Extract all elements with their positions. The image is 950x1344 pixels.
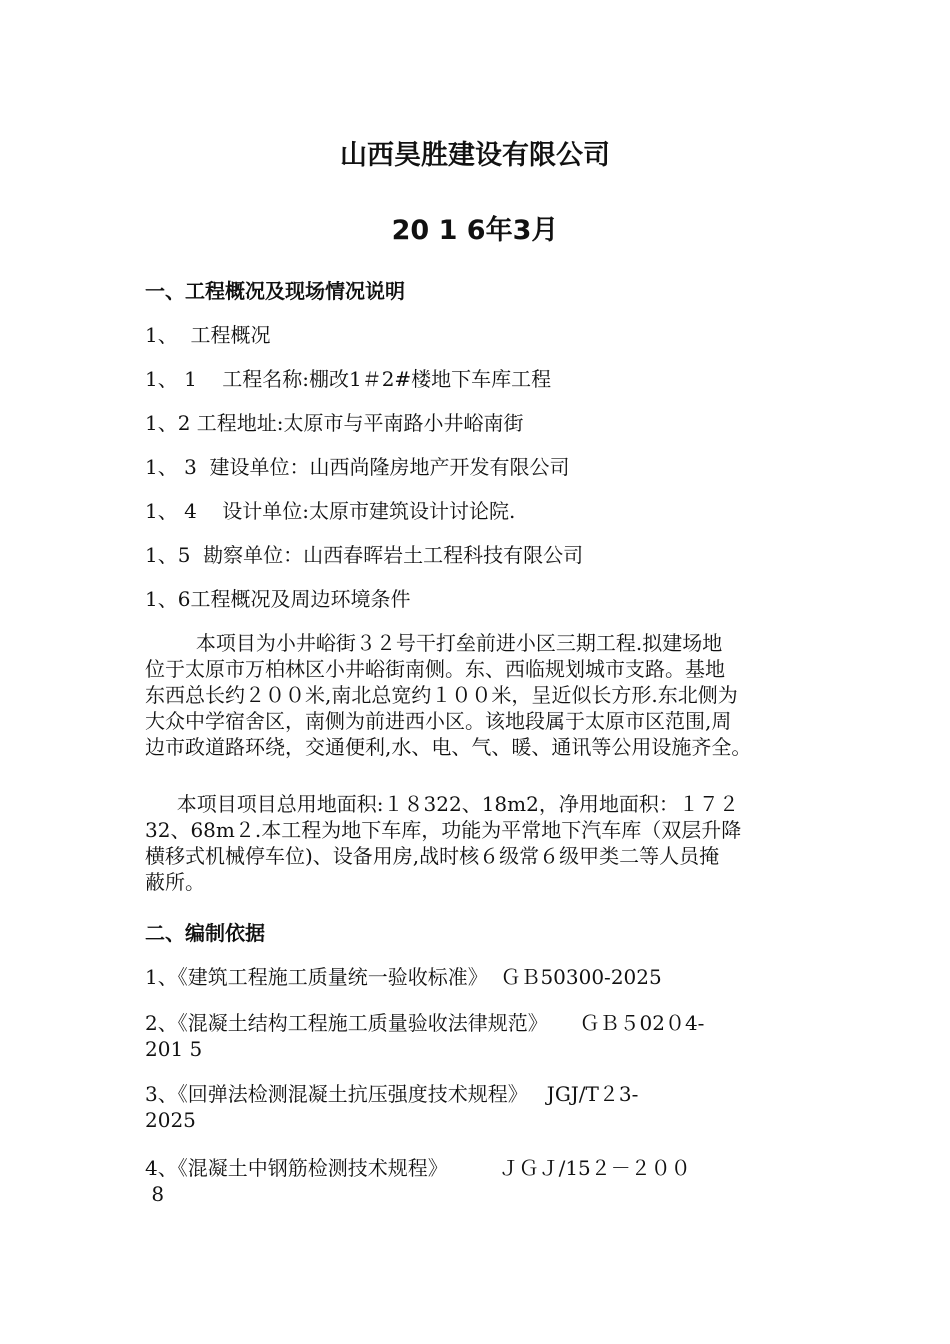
project-description-paragraph (145, 630, 835, 760)
survey-unit-item: 1、5 勘察单位：山西春晖岩土工程科技有限公司 (145, 543, 584, 567)
reference-line: 201 5 (145, 1037, 203, 1061)
paragraph-line: 本项目项目总用地面积:１８322、18m2，净用地面积：１７２ (145, 792, 739, 816)
project-name-item: 1、 1 工程名称:棚改1＃2#楼地下车库工程 (145, 367, 552, 391)
paragraph-line: 32、68m２.本工程为地下车库，功能为平常地下汽车库（双层升降 (145, 818, 742, 842)
document-date: 20 1 6年3月 (391, 215, 559, 246)
reference-line: 4、《混凝土中钢筋检测技术规程》 ＪＧＪ/15２－２００ (145, 1156, 691, 1180)
reference-line: 2、《混凝土结构工程施工质量验收法律规范》 ＧＢ５02０4- (145, 1011, 705, 1035)
section-2-heading: 二、编制依据 (145, 921, 265, 945)
project-overview-heading: 1、 工程概况 (145, 323, 271, 347)
reference-line: 2025 (145, 1108, 196, 1132)
paragraph-line: 蔽所。 (145, 870, 205, 894)
design-unit-item: 1、 4 设计单位:太原市建筑设计讨论院. (145, 499, 516, 523)
environment-conditions-item: 1、6工程概况及周边环境条件 (145, 587, 411, 611)
paragraph-line: 东西总长约２００米,南北总宽约１００米，呈近似长方形.东北侧为 (145, 683, 738, 707)
paragraph-line: 位于太原市万柏林区小井峪街南侧。东、西临规划城市支路。基地 (145, 657, 725, 681)
reference-item (145, 1081, 835, 1133)
company-title: 山西昊胜建设有限公司 (340, 140, 610, 171)
project-address-item: 1、2 工程地址:太原市与平南路小井峪南街 (145, 411, 524, 435)
construction-unit-item: 1、 3 建设单位：山西尚隆房地产开发有限公司 (145, 455, 570, 479)
reference-item: 1、《建筑工程施工质量统一验收标准》 ＧＢ50300-2025 (145, 965, 662, 989)
paragraph-line: 边市政道路环绕，交通便利,水、电、气、暖、通讯等公用设施齐全。 (145, 735, 752, 759)
paragraph-line: 大众中学宿舍区，南侧为前进西小区。该地段属于太原市区范围,周 (145, 709, 732, 733)
paragraph-line: 本项目为小井峪街３２号干打垒前进小区三期工程.拟建场地 (145, 631, 723, 655)
reference-line: 3、《回弹法检测混凝土抗压强度技术规程》 JGJ/T２3- (145, 1082, 639, 1106)
reference-item (145, 1010, 835, 1062)
paragraph-line: 横移式机械停车位)、设备用房,战时核６级常６级甲类二等人员掩 (145, 844, 720, 868)
section-1-heading: 一、工程概况及现场情况说明 (145, 279, 405, 303)
reference-line: 8 (145, 1182, 165, 1206)
land-area-paragraph (145, 791, 835, 895)
reference-item (145, 1155, 835, 1207)
